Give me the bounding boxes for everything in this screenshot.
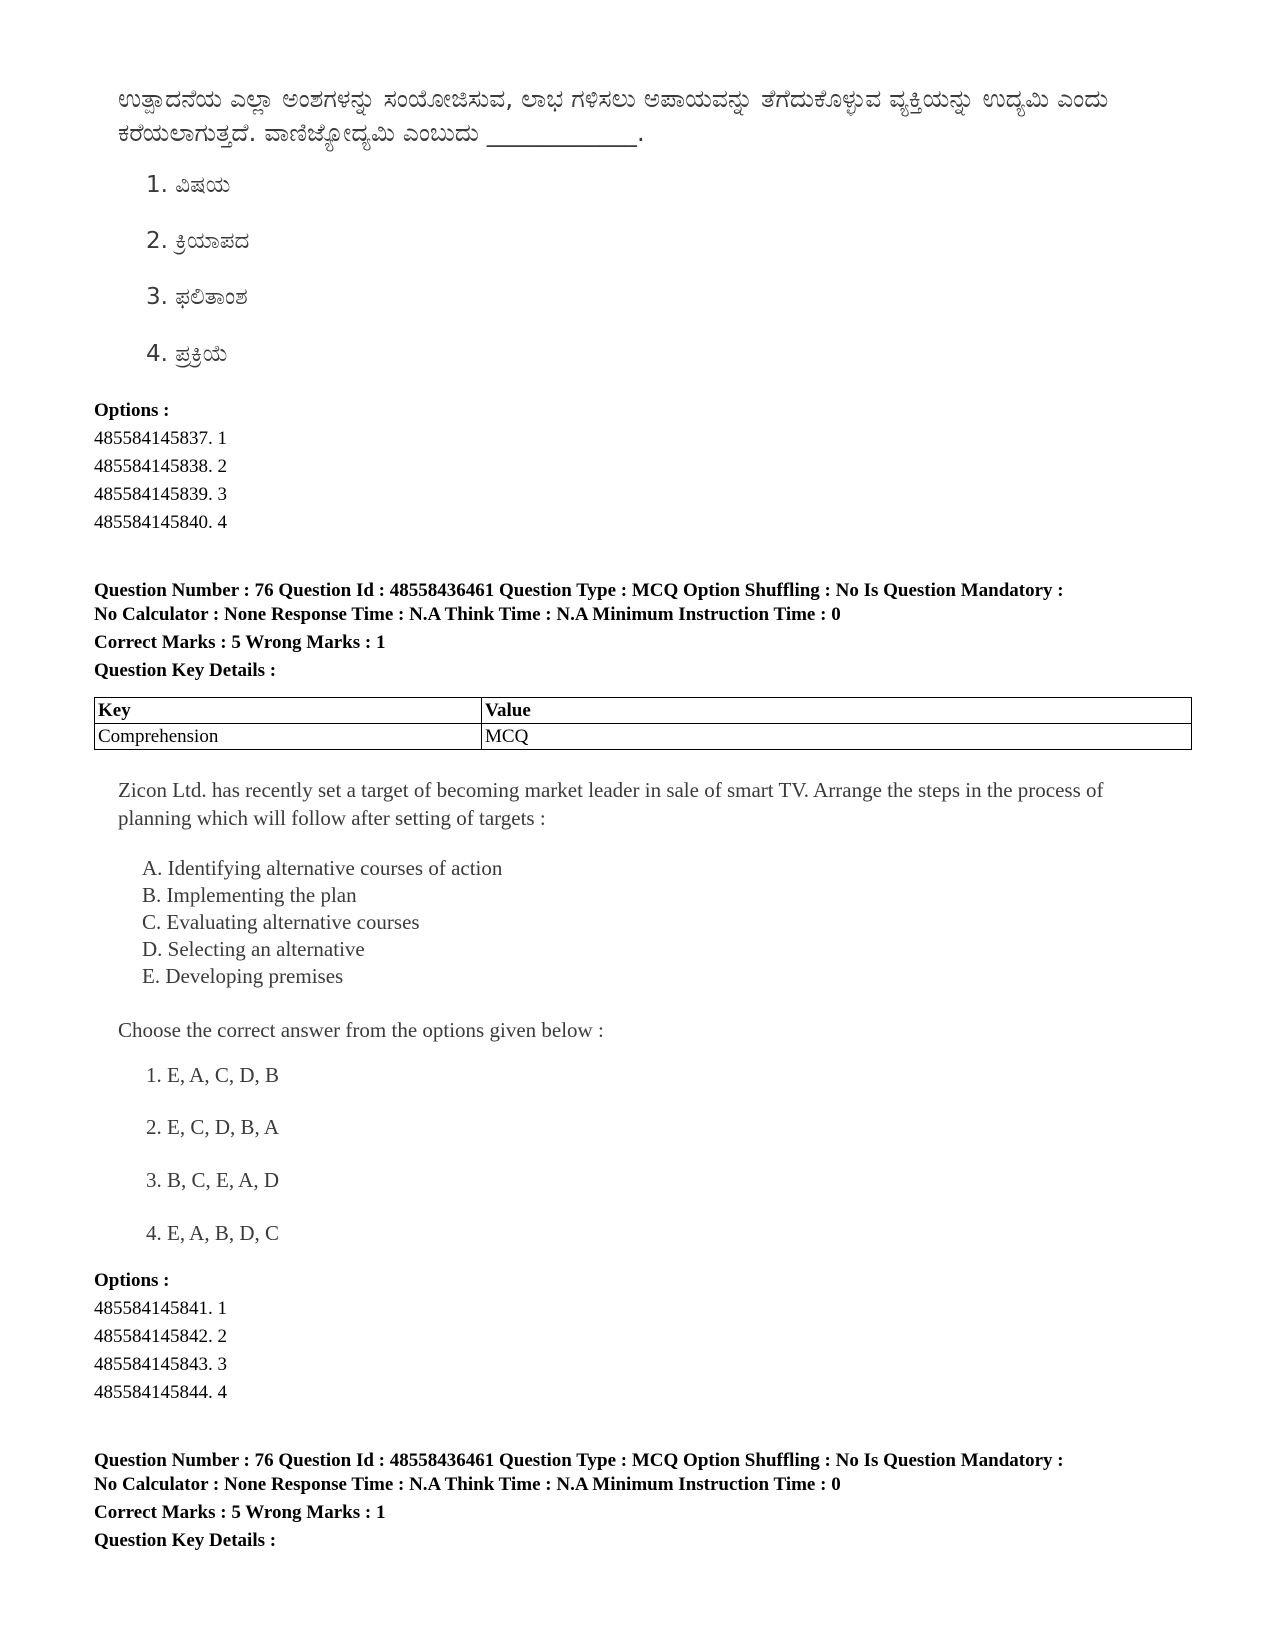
options-label: Options : [94, 1270, 170, 1291]
step-item: A. Identifying alternative courses of action [142, 856, 503, 880]
option-row: 485584145840. 4 [94, 512, 227, 533]
kannada-question-text: ಉತ್ಪಾದನೆಯ ಎಲ್ಲಾ ಅಂಶಗಳನ್ನು ಸಂಯೋಜಿಸುವ, ಲಾಭ ಗಳಿಸಲು ಅಪಾಯವನ್ನು ತೆಗೆದುಕೊಳ್ಳುವ ವ್ಯಕ್ತಿಯನ್ನು ಉದ್ಯಮಿ ಎಂದು ಕರೆಯಲಾಗುತ್ತದೆ. ವಾಣಿಜ್ಯೋದ್ಯಮಿ ಎಂಬುದು ____________. [118, 84, 1109, 147]
question-meta-line-1: Question Number : 76 Question Id : 48558436461 Question Type : MCQ Option Shuffling : No Is Question Mandatory : [94, 580, 1064, 601]
option-row: 485584145844. 4 [94, 1382, 227, 1403]
question-choice-1: 1. E, A, C, D, B [146, 1063, 280, 1087]
question-choice-2: 2. ಕ್ರಿಯಾಪದ [146, 228, 250, 254]
option-row: 485584145839. 3 [94, 484, 227, 505]
options-label: Options : [94, 400, 170, 421]
question-choice-2: 2. E, C, D, B, A [146, 1115, 280, 1139]
step-item: D. Selecting an alternative [142, 937, 365, 961]
choose-instruction: Choose the correct answer from the options given below : [118, 1018, 604, 1042]
table-header-key: Key [95, 698, 482, 724]
table-cell-key: Comprehension [95, 724, 482, 750]
question-meta-line-1: Question Number : 76 Question Id : 48558436461 Question Type : MCQ Option Shuffling : No Is Question Mandatory : [94, 1450, 1064, 1471]
question-choice-4: 4. ಪ್ರಕ್ರಿಯೆ [146, 341, 229, 367]
question-meta-line-2: No Calculator : None Response Time : N.A Think Time : N.A Minimum Instruction Time : 0 [94, 1474, 841, 1495]
option-row: 485584145838. 2 [94, 456, 227, 477]
question-key-details-label: Question Key Details : [94, 660, 277, 681]
table-header-row [95, 698, 1192, 724]
question-choice-3: 3. B, C, E, A, D [146, 1168, 280, 1192]
table-header-value: Value [482, 698, 1192, 724]
question-meta-line-2: No Calculator : None Response Time : N.A Think Time : N.A Minimum Instruction Time : 0 [94, 604, 841, 625]
option-row: 485584145841. 1 [94, 1298, 227, 1319]
question-choice-4: 4. E, A, B, D, C [146, 1221, 280, 1245]
table-row [95, 724, 1192, 750]
option-row: 485584145842. 2 [94, 1326, 227, 1347]
option-row: 485584145843. 3 [94, 1354, 227, 1375]
question-marks: Correct Marks : 5 Wrong Marks : 1 [94, 1502, 386, 1523]
question-key-table [94, 697, 1192, 750]
table-cell-value: MCQ [482, 724, 1192, 750]
question-choice-1: 1. ವಿಷಯ [146, 172, 231, 198]
question-key-details-label: Question Key Details : [94, 1530, 277, 1551]
question-choice-3: 3. ಫಲಿತಾಂಶ [146, 284, 248, 310]
question-marks: Correct Marks : 5 Wrong Marks : 1 [94, 632, 386, 653]
english-question-text: Zicon Ltd. has recently set a target of becoming market leader in sale of smart TV. Arrange the steps in the process of planning which will follow after setting of targets : [118, 778, 1104, 830]
step-item: C. Evaluating alternative courses [142, 910, 420, 934]
step-item: E. Developing premises [142, 964, 344, 988]
option-row: 485584145837. 1 [94, 428, 227, 449]
step-item: B. Implementing the plan [142, 883, 357, 907]
